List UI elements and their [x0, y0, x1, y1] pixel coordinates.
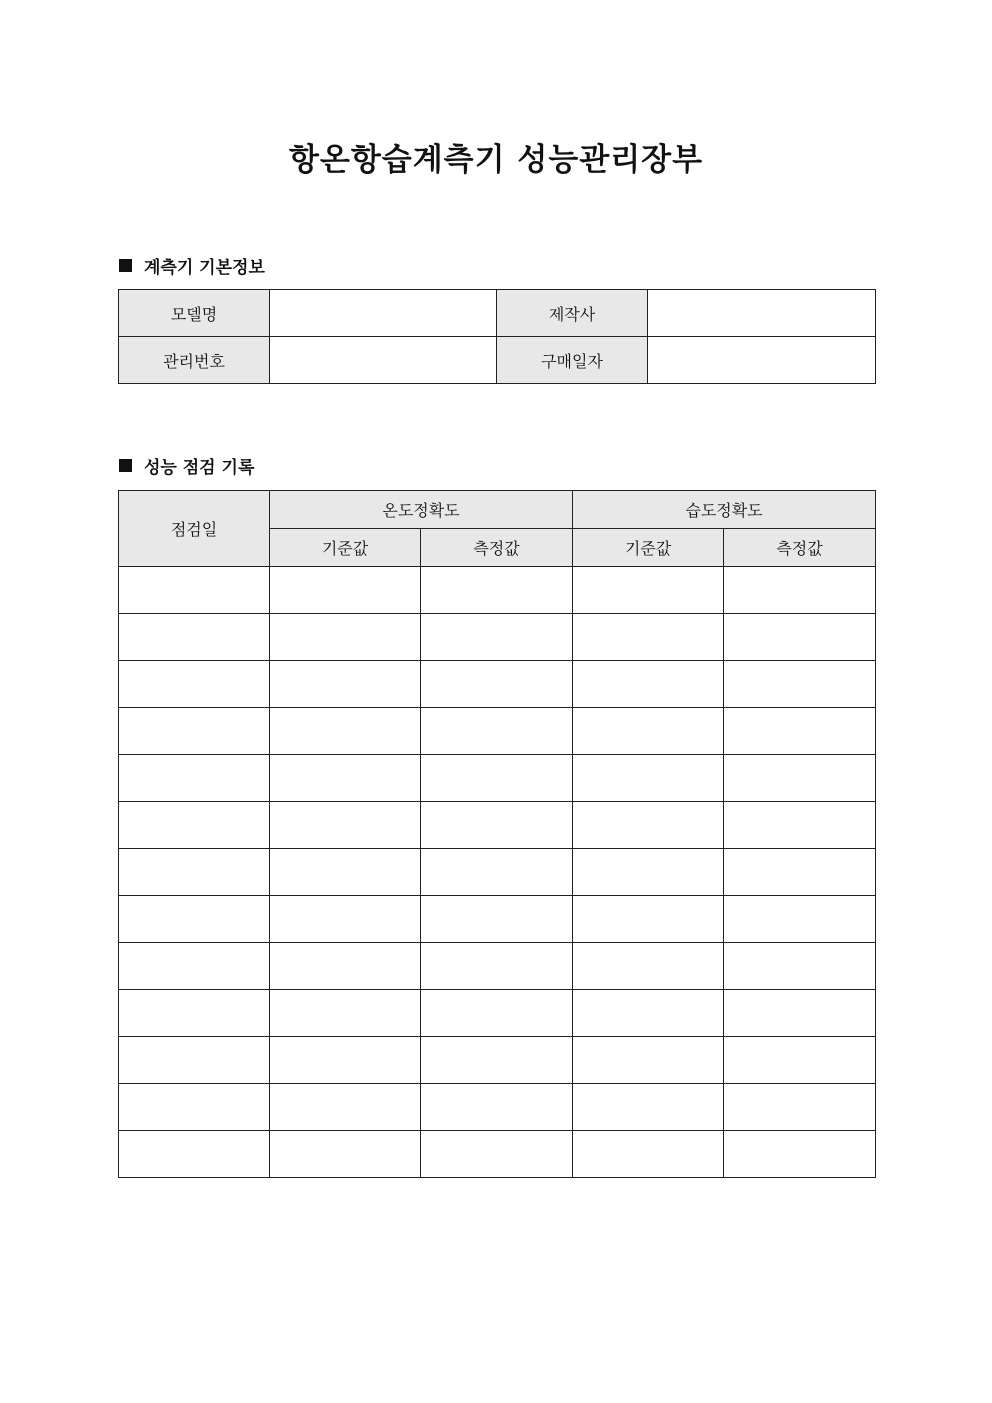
- humid-reference-cell[interactable]: [573, 661, 724, 708]
- temp-reference-cell[interactable]: [270, 1084, 421, 1131]
- section-heading-basic-info: [119, 253, 265, 278]
- manufacturer-field[interactable]: [648, 290, 876, 337]
- table-row: [119, 990, 876, 1037]
- check-date-cell[interactable]: [119, 755, 270, 802]
- square-bullet-icon: [119, 459, 132, 472]
- check-date-cell[interactable]: [119, 896, 270, 943]
- document-title: 항온항습계측기 성능관리장부: [288, 142, 704, 178]
- header-humid-measured: 측정값: [724, 529, 876, 567]
- check-date-cell[interactable]: [119, 990, 270, 1037]
- temp-measured-cell[interactable]: [421, 1084, 573, 1131]
- label-purchase-date: 구매일자: [497, 337, 648, 384]
- check-date-cell[interactable]: [119, 614, 270, 661]
- humid-measured-cell[interactable]: [724, 849, 876, 896]
- humid-measured-cell[interactable]: [724, 1131, 876, 1178]
- header-temperature-accuracy: 온도정확도: [270, 491, 573, 529]
- check-date-cell[interactable]: [119, 567, 270, 614]
- humid-reference-cell[interactable]: [573, 755, 724, 802]
- table-row: [119, 567, 876, 614]
- table-row: [119, 708, 876, 755]
- humid-reference-cell[interactable]: [573, 896, 724, 943]
- temp-measured-cell[interactable]: [421, 849, 573, 896]
- table-row: [119, 802, 876, 849]
- temp-measured-cell[interactable]: [421, 802, 573, 849]
- table-row: [119, 614, 876, 661]
- table-row: [119, 661, 876, 708]
- check-date-cell[interactable]: [119, 849, 270, 896]
- table-row: [119, 896, 876, 943]
- humid-measured-cell[interactable]: [724, 896, 876, 943]
- temp-measured-cell[interactable]: [421, 755, 573, 802]
- table-row: [119, 1131, 876, 1178]
- humid-measured-cell[interactable]: [724, 567, 876, 614]
- label-management-number: 관리번호: [119, 337, 270, 384]
- temp-measured-cell[interactable]: [421, 567, 573, 614]
- temp-measured-cell[interactable]: [421, 1037, 573, 1084]
- label-model-name: 모델명: [119, 290, 270, 337]
- humid-reference-cell[interactable]: [573, 802, 724, 849]
- humid-measured-cell[interactable]: [724, 990, 876, 1037]
- temp-measured-cell[interactable]: [421, 896, 573, 943]
- humid-reference-cell[interactable]: [573, 849, 724, 896]
- temp-reference-cell[interactable]: [270, 1131, 421, 1178]
- temp-reference-cell[interactable]: [270, 849, 421, 896]
- instrument-info-table: [118, 289, 876, 384]
- humid-measured-cell[interactable]: [724, 755, 876, 802]
- temp-reference-cell[interactable]: [270, 661, 421, 708]
- temp-reference-cell[interactable]: [270, 614, 421, 661]
- humid-reference-cell[interactable]: [573, 1037, 724, 1084]
- section-heading-text: 계측기 기본정보: [144, 258, 265, 278]
- label-manufacturer: 제작사: [497, 290, 648, 337]
- temp-reference-cell[interactable]: [270, 1037, 421, 1084]
- model-name-field[interactable]: [270, 290, 497, 337]
- humid-reference-cell[interactable]: [573, 943, 724, 990]
- table-row: [119, 849, 876, 896]
- temp-measured-cell[interactable]: [421, 661, 573, 708]
- check-date-cell[interactable]: [119, 1037, 270, 1084]
- check-date-cell[interactable]: [119, 802, 270, 849]
- humid-reference-cell[interactable]: [573, 990, 724, 1037]
- humid-reference-cell[interactable]: [573, 1131, 724, 1178]
- table-row: [119, 755, 876, 802]
- humid-measured-cell[interactable]: [724, 614, 876, 661]
- management-number-field[interactable]: [270, 337, 497, 384]
- humid-reference-cell[interactable]: [573, 708, 724, 755]
- info-row: [119, 290, 876, 337]
- section-heading-text: 성능 점검 기록: [144, 458, 255, 478]
- check-date-cell[interactable]: [119, 708, 270, 755]
- section-heading-performance-check: [119, 453, 254, 478]
- performance-record-table: [118, 490, 876, 1178]
- check-date-cell[interactable]: [119, 943, 270, 990]
- check-date-cell[interactable]: [119, 1084, 270, 1131]
- temp-reference-cell[interactable]: [270, 990, 421, 1037]
- humid-measured-cell[interactable]: [724, 943, 876, 990]
- temp-measured-cell[interactable]: [421, 1131, 573, 1178]
- humid-measured-cell[interactable]: [724, 708, 876, 755]
- temp-measured-cell[interactable]: [421, 943, 573, 990]
- header-temp-measured: 측정값: [421, 529, 573, 567]
- temp-reference-cell[interactable]: [270, 802, 421, 849]
- temp-reference-cell[interactable]: [270, 943, 421, 990]
- header-check-date: 점검일: [119, 491, 270, 567]
- temp-reference-cell[interactable]: [270, 708, 421, 755]
- temp-measured-cell[interactable]: [421, 614, 573, 661]
- square-bullet-icon: [119, 259, 132, 272]
- check-date-cell[interactable]: [119, 1131, 270, 1178]
- header-humid-reference: 기준값: [573, 529, 724, 567]
- table-row: [119, 1084, 876, 1131]
- temp-measured-cell[interactable]: [421, 708, 573, 755]
- humid-reference-cell[interactable]: [573, 1084, 724, 1131]
- header-humidity-accuracy: 습도정확도: [573, 491, 876, 529]
- humid-measured-cell[interactable]: [724, 1084, 876, 1131]
- header-temp-reference: 기준값: [270, 529, 421, 567]
- table-row: [119, 943, 876, 990]
- humid-measured-cell[interactable]: [724, 661, 876, 708]
- temp-reference-cell[interactable]: [270, 755, 421, 802]
- check-date-cell[interactable]: [119, 661, 270, 708]
- humid-reference-cell[interactable]: [573, 614, 724, 661]
- humid-measured-cell[interactable]: [724, 1037, 876, 1084]
- temp-measured-cell[interactable]: [421, 990, 573, 1037]
- temp-reference-cell[interactable]: [270, 567, 421, 614]
- humid-measured-cell[interactable]: [724, 802, 876, 849]
- info-row: [119, 337, 876, 384]
- temp-reference-cell[interactable]: [270, 896, 421, 943]
- purchase-date-field[interactable]: [648, 337, 876, 384]
- humid-reference-cell[interactable]: [573, 567, 724, 614]
- header-row: [119, 491, 876, 529]
- table-row: [119, 1037, 876, 1084]
